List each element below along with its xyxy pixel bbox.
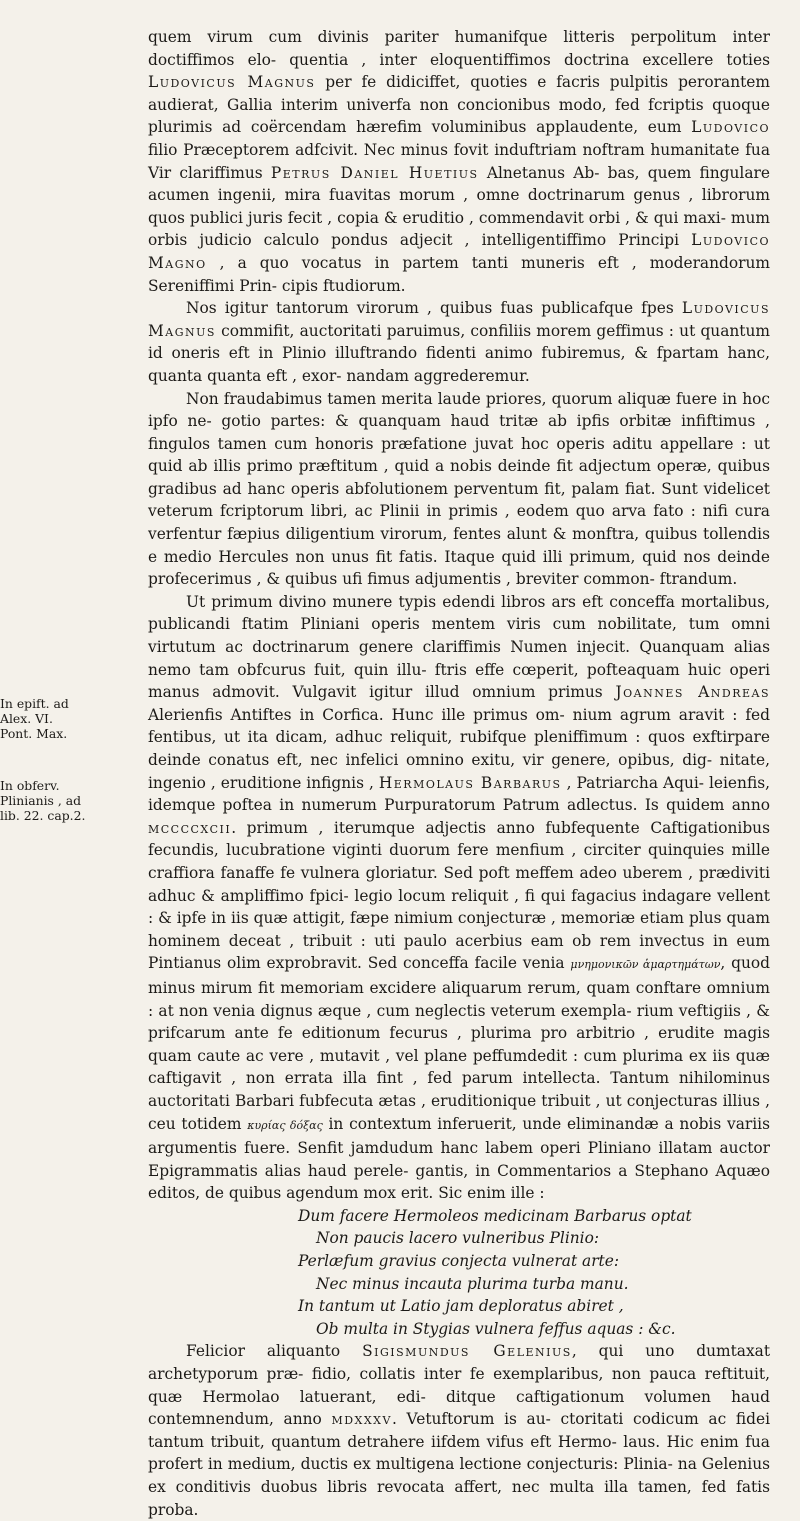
body-text bbox=[148, 26, 770, 1521]
paragraph-closing bbox=[148, 1340, 770, 1521]
text-run: commifit, auctoritati paruimus, confiliis morem geffimus : ut quantum id oneris eft in Plinio illuftrando fidenti animo fubiremus, & fpartam hanc, quanta quanta eft , exor- nandam aggrederemur. bbox=[148, 321, 770, 385]
margin-note-line: In epift. ad bbox=[0, 696, 69, 711]
paragraph-1 bbox=[148, 26, 770, 297]
verse-line: Perlæfum gravius conjecta vulnerat arte: bbox=[298, 1252, 620, 1271]
name-smallcaps: Ludovico Magno bbox=[148, 231, 770, 272]
text-run: . primum , iterumque adjectis anno fubfequente Caftigationibus fecundis, lucubratione viginti duorum fere menfium , circiter quinquies mille craffiora fanaffe fe vulnera gloriatur. Sed poft meffem adeo uberem , prædiviti adhuc & ampliffimo fpici- legio locum reliquit , fi qui fagacius indagare vellent : & ipfe in iis quæ attigit, fæpe nimium conjecturæ , memoriæ etiam plus quam hominem deceat , tribuit : uti paulo acerbius eam ob rem invectus in eum Pintianus olim exprobravit. Sed conceffa facile venia bbox=[148, 818, 770, 973]
verse-line: Ob multa in Stygias vulnera feffus aquas : &c. bbox=[316, 1319, 676, 1338]
name-smallcaps: Ludovicus Magnus bbox=[148, 299, 770, 340]
text-run: , a quo vocatus in partem tanti muneris eft , moderandorum Sereniffimi Prin- cipis ftudiorum. bbox=[148, 253, 770, 295]
margin-note-line: In obferv. bbox=[0, 778, 60, 793]
text-run: . Vetuftorum is au- ctoritati codicum ac fidei tantum tribuit, quantum detrahere iifdem vifus eft Hermo- laus. Hic enim fua profert in medium, ductis ex multigena lectione conjecturis: Plinia- na Gelenius ex conditivis duobus libris revocata affert, nec multa illa tamen, fed fatis proba. bbox=[148, 1410, 770, 1519]
text-run: in contextum inferuerit, unde eliminandæ a nobis variis argumentis fuere. Senfit jamdudum hanc labem operi Pliniano illatam auctor Epigrammatis alias haud perele- gantis, in Commentarios a Stephano Aquæo editos, de quibus agendum mox erit. Sic enim ille : bbox=[148, 1114, 770, 1203]
name-smallcaps: mccccxcii bbox=[148, 818, 232, 837]
text-run: , qui uno dumtaxat archetyporum præ- fidio, collatis inter fe exemplaribus, non pauca reftituit, quæ Hermolao latuerant, edi- ditque caftigationum volumen haud contemnendum, anno bbox=[148, 1342, 771, 1429]
text-run: quem virum cum divinis pariter humanifque litteris perpolitum inter doctiffimos elo- quentia , inter eloquentiffimos doctrina excellere toties bbox=[148, 28, 770, 69]
margin-note-observationes bbox=[0, 778, 140, 823]
text-run: per fe didiciffet, quoties e facris pulpitis perorantem audierat, Gallia interim univerfa non concionibus modo, fed fcriptis quoque plurimis ad coërcendam hærefim voluminibus applaudente, eum bbox=[148, 73, 770, 137]
name-smallcaps: mdxxxv bbox=[331, 1410, 392, 1429]
margin-note-line: Pont. Max. bbox=[0, 726, 68, 741]
paragraph-3 bbox=[148, 388, 770, 591]
verse-line: In tantum ut Latio jam deploratus abiret , bbox=[298, 1297, 624, 1316]
paragraph-4 bbox=[148, 591, 770, 1205]
margin-note-epistola bbox=[0, 696, 140, 741]
text-run: Non fraudabimus tamen merita laude priores, quorum aliquæ fuere in hoc ipfo ne- gotio partes: & quanquam haud tritæ ab ipfis orbitæ infiftimus , fingulos tamen cum honoris præfatione juvat hoc operis aditu appellare : ut quid ab illis primo præftitum , quid a nobis deinde fit adjectum operæ, quibus gradibus ad hanc operis abfolutionem perventum fit, palam fiat. Sunt videlicet veterum fcriptorum libri, ac Plinii in primis , eodem quo arva fato : nifi cura verfentur fæpius diligentium virorum, fentes alunt & monftra, quibus tollendis e medio Hercules non unus fit fatis. Itaque quid illi primum, quid nos deinde profecerimus , & quibus ufi fimus adjumentis , breviter common- ftrandum. bbox=[148, 389, 770, 589]
text-run: Ut primum divino munere typis edendi libros ars eft conceffa mortalibus, publicandi ftatim Pliniani operis mentem viris cum nobilitate, tum omni virtutum ac doctrinarum genere clariffimis Numen injecit. Quanquam alias nemo tam obfcurus fuit, quin illu- ftris effe cœperit, pofteaquam huic operi manus admovit. Vulgavit igitur illud omnium primus bbox=[148, 592, 770, 702]
verse-line: Nec minus incauta plurima turba manu. bbox=[316, 1274, 629, 1293]
name-smallcaps: Hermolaus Barbarus bbox=[378, 773, 562, 792]
margin-note-line: Alex. VI. bbox=[0, 711, 53, 726]
text-run: , Patriarcha Aqui- leienfis, idemque poftea in numerum Purpuratorum Patrum adlectus. Is quidem anno bbox=[148, 773, 770, 815]
greek-phrase: μνημονικῶν ἁμαρτημάτων bbox=[570, 958, 721, 972]
name-smallcaps: Petrus Daniel Huetius bbox=[270, 163, 479, 182]
name-smallcaps: Joannes Andreas bbox=[615, 683, 770, 702]
epigram-verse bbox=[148, 1205, 770, 1341]
paragraph-2 bbox=[148, 297, 770, 387]
verse-line: Non paucis lacero vulneribus Plinio: bbox=[316, 1229, 600, 1248]
text-run: Felicior aliquanto bbox=[186, 1342, 363, 1361]
greek-phrase: κυρίας δόξας bbox=[247, 1118, 323, 1132]
text-run: Alnetanus Ab- bas, quem fingulare acumen ingenii, mira fuavitas morum , omne doctrinarum genus , librorum quos publici juris fecit , copia & eruditio , commendavit orbi , & qui maxi- mum orbis judicio calculo pondus adjecit , intelligentiffimo Principi bbox=[148, 163, 770, 250]
name-smallcaps: Ludovico bbox=[691, 118, 770, 137]
margin-note-line: Plinianis , ad bbox=[0, 793, 82, 808]
text-run: Nos igitur tantorum virorum , quibus fuas publicafque fpes bbox=[186, 299, 682, 318]
name-smallcaps: Ludovicus Magnus bbox=[148, 73, 316, 92]
text-run: , quod minus mirum fit memoriam excidere aliquarum rerum, quam conftare omnium : at non venia dignus æque , cum neglectis veterum exempla- rium veftigiis , & prifcarum ante fe editionum fecurus , plurima pro arbitrio , erudite magis quam caute ac vere , mutavit , vel plane peffumdedit : cum plurima ex iis quæ caftigavit , non errata illa fint , fed parum intellecta. Tantum nihilominus auctoritati Barbari fubfecuta ætas , eruditionique tribuit , ut conjecturas illius , ceu totidem bbox=[148, 954, 770, 1133]
text-run: Alerienfis Antiftes in Corfica. Hunc ille primus om- nium agrum aravit : fed fentibus, ut ita dicam, adhuc reliquit, rubifque pleniffimum : quos exftirpare deinde conatus eft, nec infelici omnino exitu, vir genere, opibus, dig- nitate, ingenio , eruditione infignis , bbox=[148, 705, 770, 792]
name-smallcaps: Sigismundus Gelenius bbox=[362, 1342, 572, 1361]
verse-line: Dum facere Hermoleos medicinam Barbarus optat bbox=[298, 1206, 692, 1225]
text-run: filio Præceptorem adfcivit. Nec minus fovit induftriam noftram humanitate fua Vir clariffimus bbox=[148, 140, 770, 182]
margin-note-line: lib. 22. cap.2. bbox=[0, 808, 86, 823]
